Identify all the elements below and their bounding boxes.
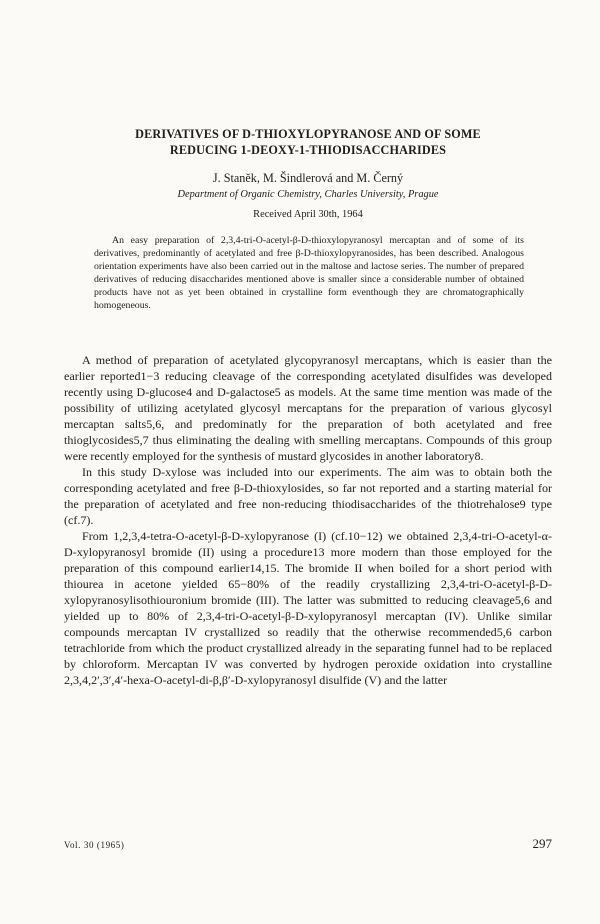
article-title-line-1: DERIVATIVES OF D-THIOXYLOPYRANOSE AND OF SOME xyxy=(135,127,481,141)
affiliation: Department of Organic Chemistry, Charles University, Prague xyxy=(177,189,439,200)
page-footer xyxy=(64,836,552,852)
article-title xyxy=(64,0,552,158)
body-paragraph-3: From 1,2,3,4-tetra-O-acetyl-β-D-xylopyranose (I) (cf.10−12) we obtained 2,3,4-tri-O-acetyl-α-D-xylopyranosyl bromide (II) using a procedure13 more modern than those employed for the preparation of this compound earlier14,15. The bromide II when boiled for a short period with thiourea in acetone yielded 65−80% of the readily crystallizing 2,3,4-tri-O-acetyl-β-D-xylopyranosylisothiouronium bromide (III). The latter was submitted to reducing cleavage5,6 and yielded up to 80% of 2,3,4-tri-O-acetyl-β-D-xylopyranosyl mercaptan (IV). Unlike similar compounds mercaptan IV crystallized so readily that the otherwise recommended5,6 carbon tetrachloride from which the product crystallized already in the separating funnel had to be replaced by chloroform. Mercaptan IV was converted by hydrogen peroxide oxidation into crystalline 2,3,4,2′,3′,4′-hexa-O-acetyl-di-β,β′-D-xylopyranosyl disulfide (V) and the latter xyxy=(64,528,552,687)
page-number: 297 xyxy=(532,836,552,851)
article-body xyxy=(64,352,552,688)
abstract: An easy preparation of 2,3,4-tri-O-acetyl-β-D-thioxylopyranosyl mercaptan and of some of its derivatives, predominantly of acetylated and free β-D-thioxylopyranosides, has been described. Analogous orientation experiments have also been carried out in the maltose and lactose series. The number of prepared derivatives of reducing disaccharides mentioned above is smaller since a considerable number of obtained products have not as yet been obtained in crystalline form eventhough they are chromatographically homogeneous. xyxy=(94,235,524,312)
article-title-line-2: REDUCING 1-DEOXY-1-THIODISACCHARIDES xyxy=(169,143,447,157)
body-paragraph-2: In this study D-xylose was included into our experiments. The aim was to obtain both the corresponding acetylated and free β-D-thioxylosides, so far not reported and a starting material for the preparation of acetylated and free non-reducing thiodisaccharides of the thiotrehalose9 type (cf.7). xyxy=(64,464,552,527)
author-list: J. Staněk, M. Šindlerová and M. Černý xyxy=(212,171,404,185)
body-paragraph-1: A method of preparation of acetylated glycopyranosyl mercaptans, which is easier than the earlier reported1−3 reducing cleavage of the corresponding acetylated disulfides was developed recently using D-glucose4 and D-galactose5 as models. At the same time mention was made of the possibility of utilizing acetylated glycosyl mercaptans for the preparation of various glycosyl mercaptan salts5,6, and predominatly for the preparation of both acetylated and free thioglycosides5,7 thus eliminating the dealing with smelling mercaptans. Compounds of this group were recently employed for the synthesis of mustard glycosides in another laboratory8. xyxy=(64,352,552,463)
volume-label: Vol. 30 (1965) xyxy=(64,840,125,850)
received-date: Received April 30th, 1964 xyxy=(253,209,363,220)
